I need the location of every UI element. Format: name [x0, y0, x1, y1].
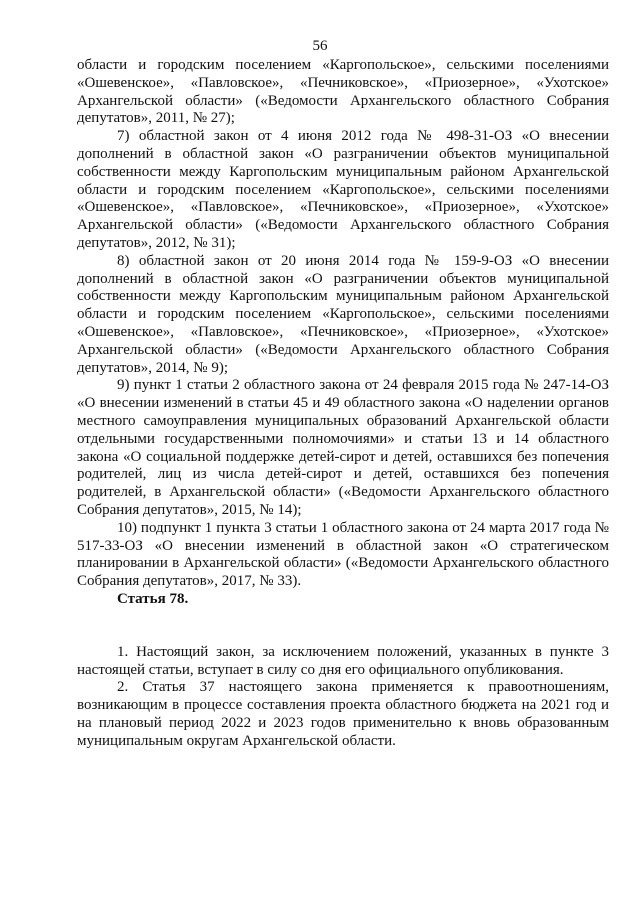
list-item-10: 10) подпункт 1 пункта 3 статьи 1 областного закона от 24 марта 2017 года № 517-33-ОЗ «О внесении изменений в областной закон «О стратегическом планировании в Архангельской области» («Ведомости Архангельского областного Собрания депутатов», 2017, № 33). — [77, 519, 609, 590]
list-item-7: 7) областной закон от 4 июня 2012 года № 498-31-ОЗ «О внесении дополнений в областной закон «О разграничении объектов муниципальной собственности между Каргопольским муниципальным районом Архангельской области и городским поселением «Каргопольское», сельскими поселениями «Ошевенское», «Павловское», «Печниковское», «Приозерное», «Ухотское» Архангельской области» («Ведомости Архангельского областного Собрания депутатов», 2012, № 31); — [77, 128, 609, 251]
article-heading: Статья 78. — [117, 590, 189, 607]
list-item-9: 9) пункт 1 статьи 2 областного закона от 24 февраля 2015 года № 247-14-ОЗ «О внесении изменений в статьи 45 и 49 областного закона «О наделении органов местного самоуправления муниципальных образований Архангельской области отдельными государственными полномочиями» и статьи 13 и 14 областного закона «О социальной поддержке детей-сирот и детей, оставшихся без попечения родителей, лиц из числа детей-сирот и детей, оставшихся без попечения родителей, в Архангельской области» («Ведомости Архангельского областного Собрания депутатов», 2015, № 14); — [77, 377, 609, 518]
paragraph-continuation: области и городским поселением «Каргопольское», сельскими поселениями «Ошевенское», «Павловское», «Печниковское», «Приозерное», «Ухотское» Архангельской области» («Ведомости Архангельского областного Собрания депутатов», 2011, № 27); — [77, 57, 609, 127]
article-paragraph-2: 2. Статья 37 настоящего закона применяется к правоотношениям, возникающим в процессе составления проекта областного бюджета на 2021 год и на плановый период 2022 и 2023 годов применительно к вновь образованным муниципальным округам Архангельской области. — [77, 679, 609, 749]
page-number: 56 — [312, 38, 328, 54]
list-item-8: 8) областной закон от 20 июня 2014 года № 159-9-ОЗ «О внесении дополнений в областной закон «О разграничении объектов муниципальной собственности между Каргопольским муниципальным районом Архангельской области и городским поселением «Каргопольское», сельскими поселениями «Ошевенское», «Павловское», «Печниковское», «Приозерное», «Ухотское» Архангельской области» («Ведомости Архангельского областного Собрания депутатов», 2014, № 9); — [77, 252, 609, 376]
article-paragraph-1: 1. Настоящий закон, за исключением положений, указанных в пункте 3 настоящей статьи, вступает в силу со дня его официального опубликования. — [77, 643, 609, 678]
document-body — [77, 57, 609, 750]
